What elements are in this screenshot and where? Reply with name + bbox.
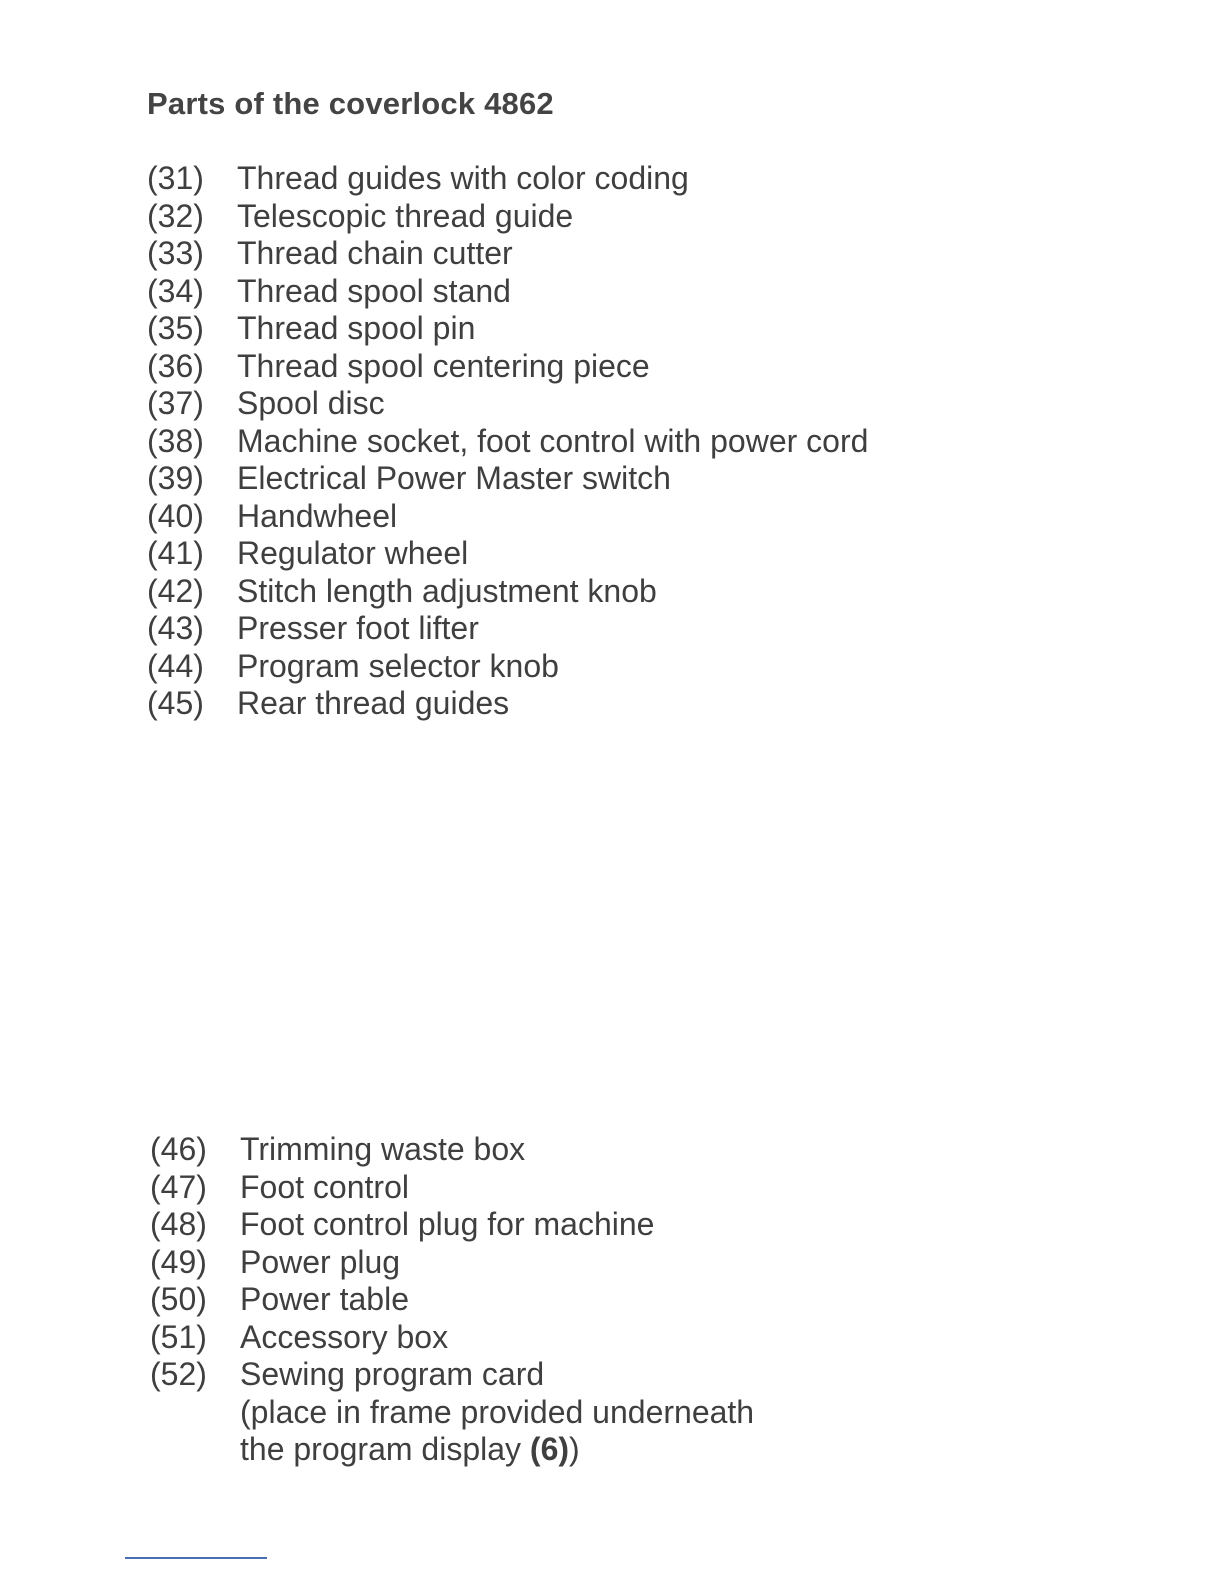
parts-list-top xyxy=(147,160,868,723)
part-number: (45) xyxy=(147,685,204,721)
list-item xyxy=(147,535,868,573)
part-number: (40) xyxy=(147,497,204,534)
part-number: (41) xyxy=(147,535,204,571)
part-number: (37) xyxy=(147,385,204,421)
part-label: Telescopic thread guide xyxy=(237,197,574,234)
part-label: Machine socket, foot control with power cord xyxy=(237,422,869,459)
part-number: (48) xyxy=(150,1206,207,1242)
part-number: (42) xyxy=(147,572,204,609)
part-label: Presser foot lifter xyxy=(237,610,479,646)
part-label: Thread spool centering piece xyxy=(237,347,650,384)
list-item xyxy=(150,1244,754,1282)
list-item xyxy=(147,685,868,723)
part-number: (31) xyxy=(147,160,204,196)
part-number: (44) xyxy=(147,647,204,684)
footer-rule xyxy=(125,1557,267,1559)
note-text: the program display xyxy=(240,1431,530,1467)
list-item xyxy=(147,573,868,611)
note-line xyxy=(240,1431,580,1469)
list-item xyxy=(147,610,868,648)
part-number: (46) xyxy=(150,1131,207,1167)
list-item xyxy=(147,423,868,461)
part-label: Thread spool stand xyxy=(237,272,511,309)
page-title: Parts of the coverlock 4862 xyxy=(147,86,554,121)
part-label: Thread spool pin xyxy=(237,310,476,346)
figure-reference: (6) xyxy=(529,1431,570,1467)
part-label: Trimming waste box xyxy=(240,1131,526,1167)
part-number: (51) xyxy=(150,1318,207,1355)
list-item xyxy=(150,1356,754,1394)
list-item xyxy=(150,1206,754,1244)
part-number: (39) xyxy=(147,460,204,496)
part-label: Electrical Power Master switch xyxy=(237,460,671,496)
parts-list-bottom xyxy=(150,1131,754,1469)
list-item-continuation xyxy=(150,1431,754,1469)
part-number: (33) xyxy=(147,235,204,271)
part-number: (36) xyxy=(147,347,204,384)
part-number: (35) xyxy=(147,310,204,346)
list-item xyxy=(150,1131,754,1169)
part-label: Power table xyxy=(240,1281,409,1317)
part-number: (43) xyxy=(147,610,204,646)
part-number: (47) xyxy=(150,1168,207,1205)
part-label: Thread chain cutter xyxy=(237,235,513,271)
list-item xyxy=(147,198,868,236)
list-item-continuation xyxy=(150,1394,754,1432)
part-label: Spool disc xyxy=(237,385,385,421)
part-label: Thread guides with color coding xyxy=(237,160,689,196)
part-label: Accessory box xyxy=(240,1318,449,1355)
list-item xyxy=(147,348,868,386)
part-number: (49) xyxy=(150,1243,207,1280)
list-item xyxy=(147,498,868,536)
part-label: Rear thread guides xyxy=(237,685,510,721)
note-close: ) xyxy=(569,1431,580,1467)
list-item xyxy=(150,1281,754,1319)
list-item xyxy=(147,385,868,423)
part-number: (32) xyxy=(147,197,204,234)
list-item xyxy=(150,1319,754,1357)
list-item xyxy=(147,460,868,498)
indent-spacer xyxy=(150,1431,240,1469)
part-label: Regulator wheel xyxy=(237,535,469,571)
part-label: Foot control plug for machine xyxy=(240,1206,655,1242)
part-number: (52) xyxy=(150,1356,207,1392)
list-item xyxy=(147,235,868,273)
part-number: (38) xyxy=(147,422,204,459)
list-item xyxy=(147,310,868,348)
part-label: Program selector knob xyxy=(237,647,559,684)
list-item xyxy=(147,160,868,198)
indent-spacer xyxy=(150,1394,240,1432)
part-label: Stitch length adjustment knob xyxy=(237,572,657,609)
part-label: Foot control xyxy=(240,1168,409,1205)
list-item xyxy=(150,1169,754,1207)
part-number: (50) xyxy=(150,1281,207,1317)
part-label: Handwheel xyxy=(237,497,398,534)
part-label: Sewing program card xyxy=(240,1356,545,1392)
part-number: (34) xyxy=(147,272,204,309)
note-line: (place in frame provided underneath xyxy=(240,1393,755,1430)
list-item xyxy=(147,273,868,311)
list-item xyxy=(147,648,868,686)
part-label: Power plug xyxy=(240,1243,401,1280)
